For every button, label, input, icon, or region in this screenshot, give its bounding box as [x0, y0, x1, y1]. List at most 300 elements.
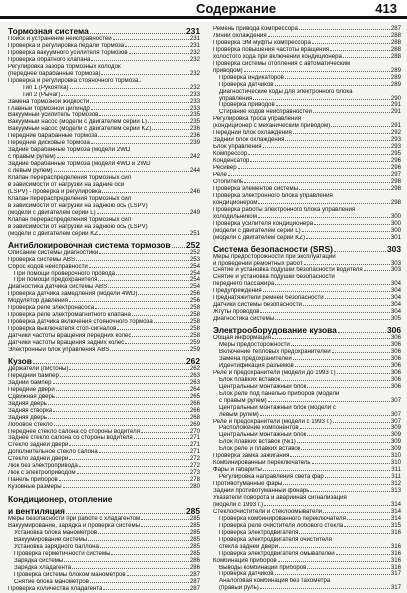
- toc-entry-line: Регулировка зазора тормозных колодок: [8, 63, 121, 70]
- toc-section-heading: [8, 240, 200, 250]
- toc-entry: [8, 92, 200, 99]
- toc-entry: [8, 523, 200, 530]
- dot-leader: [306, 238, 390, 239]
- entry-title: Выводы комбинации приборов: [219, 564, 307, 571]
- toc-entry: [213, 82, 401, 89]
- entry-title: (модели с двигателем серии KZ): [213, 234, 306, 241]
- page-ref: 301: [390, 233, 401, 241]
- page-ref: 303: [390, 266, 401, 274]
- page-ref: 263: [189, 371, 200, 379]
- entry-title: Задняя дверь: [8, 414, 47, 421]
- dot-leader: [323, 512, 390, 513]
- toc-entry: [8, 106, 200, 113]
- toc-section-heading: [213, 325, 401, 335]
- dot-leader: [66, 513, 185, 514]
- dot-leader: [299, 189, 390, 190]
- entry-title: Задний противотуманный фонарь: [213, 488, 310, 495]
- dot-leader: [344, 526, 390, 527]
- dot-leader: [53, 411, 189, 412]
- page-ref: 268: [189, 413, 200, 421]
- dot-leader: [336, 554, 390, 555]
- toc-right-column: [213, 26, 401, 592]
- page-ref: 266: [189, 406, 200, 414]
- toc-entry: [213, 439, 401, 446]
- toc-entry: [213, 33, 401, 40]
- toc-entry: [8, 551, 200, 558]
- dot-leader: [69, 445, 188, 446]
- entry-title: Снятие и установка подушки безопасности водителя: [213, 267, 363, 274]
- entry-title: (модели с 1993 г.): [213, 501, 264, 508]
- toc-entry: [8, 298, 200, 305]
- entry-title: Передние двери: [8, 386, 55, 393]
- entry-title: Дополнительное стекло салона: [8, 449, 98, 456]
- toc-entry: [8, 387, 200, 394]
- dot-leader: [141, 526, 189, 527]
- dot-leader: [98, 533, 189, 534]
- dot-leader: [293, 133, 390, 134]
- entry-title: Фары и габариты: [213, 467, 262, 474]
- dot-leader: [299, 533, 389, 534]
- toc-entry: [8, 516, 200, 523]
- page-ref: 289: [390, 73, 401, 81]
- page-ref: 316: [390, 528, 401, 536]
- entry-title: Тип 2 (Рычаг): [22, 91, 61, 98]
- dot-leader: [334, 251, 386, 252]
- toc-entry: [8, 422, 200, 429]
- entry-title: Проверка реле электромагнитного клапана: [8, 312, 131, 319]
- page-ref: 285: [189, 522, 200, 530]
- entry-title: Кузовные размеры: [8, 484, 62, 491]
- entry-title: Проверка обратного клапана: [8, 56, 91, 63]
- entry-title: Вакуумный насос (модели с двигателем серии KZ): [8, 126, 152, 133]
- dot-leader: [338, 332, 386, 333]
- entry-title: переднего пассажира: [213, 281, 275, 288]
- page-ref: 262: [186, 355, 200, 366]
- toc-entry: [213, 530, 401, 537]
- page-ref: 231: [189, 41, 200, 49]
- page-ref: 300: [390, 226, 401, 234]
- dot-leader: [99, 253, 189, 254]
- toc-entry-line: Проверка системы отопления с автоматическим: [213, 60, 351, 67]
- toc-entry: [213, 488, 401, 495]
- dot-leader: [238, 168, 390, 169]
- page-ref: 254: [189, 283, 200, 291]
- page-ref: 316: [390, 556, 401, 564]
- section-title: и вентиляция: [8, 506, 65, 517]
- page-ref: 315: [390, 521, 401, 529]
- dot-leader: [64, 561, 189, 562]
- dot-leader: [325, 298, 390, 299]
- page-ref: 285: [186, 506, 200, 517]
- toc-entry: [8, 210, 200, 217]
- dot-leader: [312, 463, 390, 464]
- toc-entry: [213, 523, 401, 530]
- entry-title: Заднее стекло салона со стороны водителя: [8, 435, 133, 442]
- toc-entry: [8, 484, 200, 491]
- toc-entry: [8, 463, 200, 470]
- toc-entry: [213, 54, 401, 61]
- dot-leader: [347, 519, 390, 520]
- page-ref: 254: [189, 262, 200, 270]
- entry-title: Проверка приводов: [219, 102, 275, 109]
- page-ref: 249: [189, 208, 200, 216]
- entry-title: управления: [219, 95, 253, 102]
- page-ref: 307: [390, 417, 401, 425]
- page-ref: 306: [387, 325, 401, 336]
- page-ref: 304: [390, 308, 401, 316]
- toc-section-heading: [8, 506, 200, 516]
- dot-leader: [152, 129, 189, 130]
- page-header: [0, 0, 407, 22]
- page-ref: 295: [390, 150, 401, 158]
- dot-leader: [290, 456, 389, 457]
- entry-title: Проверка датчиков: [219, 571, 274, 578]
- page-ref: 232: [189, 69, 200, 77]
- page-ref: 252: [186, 239, 200, 250]
- toc-entry: [213, 544, 401, 551]
- page-number: 413: [375, 1, 397, 16]
- entry-title: Проверка датчика замедления (модели 4WD): [8, 291, 138, 298]
- entry-title: Жгуты проводов: [213, 309, 260, 316]
- page-ref: 290: [390, 94, 401, 102]
- entry-title: Проверка электродвигателя омывателей: [219, 550, 335, 557]
- dot-leader: [125, 46, 189, 47]
- toc-entry: [8, 477, 200, 484]
- entry-title: с правым рулем): [219, 397, 267, 404]
- page-ref: 254: [189, 276, 200, 284]
- page-ref: 316: [390, 549, 401, 557]
- toc-entry: [213, 109, 401, 116]
- page-ref: 306: [390, 341, 401, 349]
- toc-entry-line: Клапан перераспределения тормозных сил: [8, 216, 132, 223]
- dot-leader: [69, 369, 188, 370]
- toc-entry: [8, 271, 200, 278]
- dot-leader: [330, 50, 390, 51]
- entry-title: Проверка ЭМ муфты компрессора: [213, 39, 311, 46]
- entry-title: Модулятор давления: [8, 298, 68, 305]
- entry-title: с правым рулем): [8, 154, 56, 161]
- entry-title: (модели с двигателем серии KZ: [8, 230, 98, 237]
- entry-title: (правый руль): [219, 585, 259, 592]
- toc-entry: [213, 221, 401, 228]
- entry-title: Зарядка системы: [14, 557, 64, 564]
- page-ref: 300: [390, 212, 401, 220]
- toc-entry: [8, 168, 200, 175]
- toc-entry: [213, 102, 401, 109]
- dot-leader: [291, 345, 390, 346]
- dot-leader: [268, 401, 390, 402]
- page-ref: 306: [390, 361, 401, 369]
- page-ref: 232: [189, 83, 200, 91]
- toc-entry: [8, 565, 200, 572]
- toc-entry: [213, 335, 401, 342]
- dot-leader: [272, 338, 390, 339]
- page-ref: 306: [390, 334, 401, 342]
- entry-title: Проверка и регулировка педали тормоза: [8, 42, 125, 49]
- dot-leader: [275, 574, 390, 575]
- toc-entry: [8, 36, 200, 43]
- page-ref: 264: [189, 385, 200, 393]
- entry-title: Проверка элементов системы: [213, 185, 299, 192]
- entry-title: Зарядка хладагента: [14, 564, 72, 571]
- toc-entry: [213, 235, 401, 242]
- page-ref: 309: [390, 431, 401, 439]
- page-ref: 233: [189, 104, 200, 112]
- page-ref: 293: [390, 136, 401, 144]
- dot-leader: [97, 213, 189, 214]
- toc-section-heading: Кондиционер, отопление: [8, 494, 113, 505]
- toc-entry: [8, 449, 200, 456]
- dot-leader: [364, 270, 390, 271]
- toc-entry: [8, 442, 200, 449]
- page-ref: 252: [189, 248, 200, 256]
- page-ref: 296: [390, 157, 401, 165]
- toc-entry: [213, 356, 401, 363]
- entry-title: стекла задней двери: [219, 543, 279, 550]
- toc-entry: [8, 366, 200, 373]
- dot-leader: [56, 390, 189, 391]
- entry-title: Проверка комбинированного переключателя: [219, 515, 346, 522]
- page-ref: 291: [390, 108, 401, 116]
- toc-entry-line: Аналоговая комбинация без тахометра: [219, 578, 331, 585]
- toc-entry: [213, 370, 401, 377]
- entry-title: Передние барабанные тормоза: [8, 133, 98, 140]
- page-ref: 304: [390, 301, 401, 309]
- entry-title: Проверка датчика включения стояночного тормоза: [8, 319, 153, 326]
- entry-title: Регулировка направления света фар: [219, 474, 324, 481]
- toc-entry: [213, 419, 401, 426]
- toc-entry: [213, 453, 401, 460]
- toc-entry-line: в зависимости от нагрузки на задние оси: [8, 182, 125, 189]
- entry-title: Задний бампер: [8, 379, 52, 386]
- entry-title: (LSPV) - проверка и регулировка: [8, 188, 102, 195]
- page-ref: 316: [390, 563, 401, 571]
- page-title: Содержание: [196, 1, 277, 16]
- toc-entry: [213, 165, 401, 172]
- page-ref: 233: [189, 97, 200, 105]
- page-ref: 266: [189, 399, 200, 407]
- dot-leader: [99, 234, 189, 235]
- dot-leader: [302, 231, 390, 232]
- dot-leader: [125, 343, 189, 344]
- entry-title: Передний бампер: [8, 372, 59, 379]
- page-ref: 259: [189, 345, 200, 353]
- toc-entry: [8, 119, 200, 126]
- page-ref: 271: [189, 448, 200, 456]
- page-ref: 263: [189, 378, 200, 386]
- dot-leader: [141, 432, 189, 433]
- page-ref: 310: [390, 459, 401, 467]
- page-ref: 254: [189, 269, 200, 277]
- entry-title: Противотуманные фары: [213, 481, 283, 488]
- entry-title: Блок реле и плавких вставок: [219, 446, 301, 453]
- dot-leader: [88, 540, 189, 541]
- toc-section-heading: [213, 244, 401, 254]
- entry-title: Диагностика системы: [213, 316, 275, 323]
- dot-leader: [343, 57, 390, 58]
- dot-leader: [108, 287, 189, 288]
- toc-entry: [8, 312, 200, 319]
- page-ref: 231: [186, 26, 200, 36]
- dot-leader: [59, 480, 189, 481]
- entry-title: Люк с электроприводом: [8, 470, 76, 477]
- entry-title: Проверка реле электронасоса: [8, 305, 95, 312]
- page-ref: 288: [390, 31, 401, 39]
- toc-entry: [213, 214, 401, 221]
- toc-entry-line: Проверка и регулировка стояночного тормоза..: [8, 77, 142, 84]
- entry-title: Линии охлаждения: [213, 32, 267, 39]
- entry-title: Меры безопасности при работе с хладагентом: [8, 516, 141, 523]
- page-ref: 307: [390, 396, 401, 404]
- dot-leader: [281, 380, 390, 381]
- dot-leader: [76, 260, 189, 261]
- dot-leader: [69, 301, 189, 302]
- entry-title: Задняя дверь: [8, 400, 47, 407]
- entry-title: холостого хода при включении кондиционера: [213, 53, 342, 60]
- dot-leader: [293, 359, 390, 360]
- dot-leader: [99, 115, 188, 116]
- toc-entry: [213, 186, 401, 193]
- page-ref: 232: [189, 48, 200, 56]
- entry-title: Вакуумирование системы: [14, 536, 88, 543]
- entry-title: Проверка количества хладагента: [8, 585, 103, 592]
- entry-title: Блок плавких вставок: [219, 376, 281, 383]
- toc-entry-line: Проверка электронного блока управления: [213, 192, 333, 199]
- dot-leader: [303, 305, 390, 306]
- page-ref: 265: [189, 392, 200, 400]
- page-ref: 287: [390, 25, 401, 32]
- dot-leader: [117, 329, 188, 330]
- page-ref: 314: [390, 507, 401, 515]
- toc-entry: [8, 586, 200, 593]
- dot-leader: [90, 582, 189, 583]
- dot-leader: [172, 247, 185, 248]
- page-ref: 300: [390, 219, 401, 227]
- toc-entry: [213, 179, 401, 186]
- entry-title: Стекло задней двери: [8, 442, 69, 449]
- entry-title: Описание системы диагностики: [8, 249, 99, 256]
- dot-leader: [307, 435, 390, 436]
- toc-entry: [213, 565, 401, 572]
- dot-leader: [263, 291, 390, 292]
- entry-title: Диагностические коды для электронного блока: [219, 88, 353, 95]
- dot-leader: [313, 112, 390, 113]
- page-ref: 242: [189, 153, 200, 161]
- toc-entry: [8, 264, 200, 271]
- page-ref: 311: [391, 466, 401, 474]
- page-ref: 285: [189, 549, 200, 557]
- entry-title: кондиционером: [213, 199, 258, 206]
- entry-title: холодильником: [213, 213, 257, 220]
- dot-leader: [253, 99, 390, 100]
- toc-entry: [8, 154, 200, 161]
- entry-title: Лобовое стекло: [8, 421, 53, 428]
- page-ref: 309: [390, 424, 401, 432]
- toc-entry: [213, 425, 401, 432]
- entry-title: и проведении ремонтных работ: [213, 260, 303, 267]
- entry-title: Проверка электродвигателя: [219, 529, 299, 536]
- toc-entry: [213, 40, 401, 47]
- dot-leader: [138, 294, 188, 295]
- dot-leader: [90, 33, 185, 34]
- page-ref: 317: [390, 570, 401, 578]
- dot-leader: [48, 404, 189, 405]
- page-ref: 307: [390, 410, 401, 418]
- dot-leader: [275, 319, 390, 320]
- toc-entry: [213, 302, 401, 309]
- entry-title: Проверка повышения частоты вращения: [213, 46, 330, 53]
- entry-title: Сдвижная дверь: [8, 393, 56, 400]
- toc-entry: [8, 572, 200, 579]
- page-ref: 285: [189, 515, 200, 523]
- entry-title: Ремень привода компрессора: [213, 26, 298, 32]
- entry-title: Проверка герметичности системы: [14, 550, 111, 557]
- toc-entry: [213, 460, 401, 467]
- page-ref: 317: [390, 584, 401, 592]
- page-ref: 287: [189, 584, 200, 592]
- dot-leader: [91, 143, 189, 144]
- page-ref: 291: [390, 101, 401, 109]
- toc-entry: [8, 291, 200, 298]
- toc-entry: [213, 200, 401, 207]
- entry-title: Датчики системы безопасности: [213, 302, 302, 309]
- dot-leader: [53, 383, 189, 384]
- page-ref: 271: [189, 441, 200, 449]
- dot-leader: [132, 315, 189, 316]
- toc-entry: [213, 295, 401, 302]
- toc-entry: [213, 446, 401, 453]
- toc-entry: [213, 172, 401, 179]
- toc-entry: [8, 544, 200, 551]
- entry-title: Вакуумный усилитель тормозов: [8, 112, 99, 119]
- toc-entry: [213, 342, 401, 349]
- dot-leader: [228, 175, 390, 176]
- section-title: Тормозная система: [8, 26, 89, 36]
- toc-entry: [213, 281, 401, 288]
- entry-title: Передний блок охлаждения: [213, 130, 292, 137]
- toc-entry: [8, 257, 200, 264]
- page-ref: 314: [390, 500, 401, 508]
- dot-leader: [275, 85, 390, 86]
- page-ref: 305: [390, 315, 401, 323]
- entry-title: левым рулем): [219, 411, 259, 418]
- toc-left-column: [8, 26, 200, 593]
- toc-entry: [8, 333, 200, 340]
- page-ref: 258: [189, 311, 200, 319]
- toc-entry: [8, 347, 200, 354]
- page-ref: 306: [390, 354, 401, 362]
- dot-leader: [56, 397, 189, 398]
- entry-title: Блок управления: [213, 144, 262, 151]
- page-ref: 272: [189, 462, 200, 470]
- section-title: Антиблокировочная система тормозов: [8, 239, 171, 250]
- page-ref: 286: [189, 563, 200, 571]
- page-ref: 272: [189, 455, 200, 463]
- toc-entry: [8, 394, 200, 401]
- toc-entry: [213, 26, 401, 33]
- page-ref: 304: [390, 280, 401, 288]
- toc-entry: [213, 398, 401, 405]
- dot-leader: [258, 203, 389, 204]
- toc-entry: [8, 340, 200, 347]
- page-ref: 235: [189, 111, 200, 119]
- toc-entry: [8, 189, 200, 196]
- entry-title: Стирание кодов неисправностей: [219, 109, 312, 116]
- entry-title: Компрессор: [213, 151, 248, 158]
- toc-entry: [213, 123, 401, 130]
- dot-leader: [304, 264, 390, 265]
- toc-entry: [8, 530, 200, 537]
